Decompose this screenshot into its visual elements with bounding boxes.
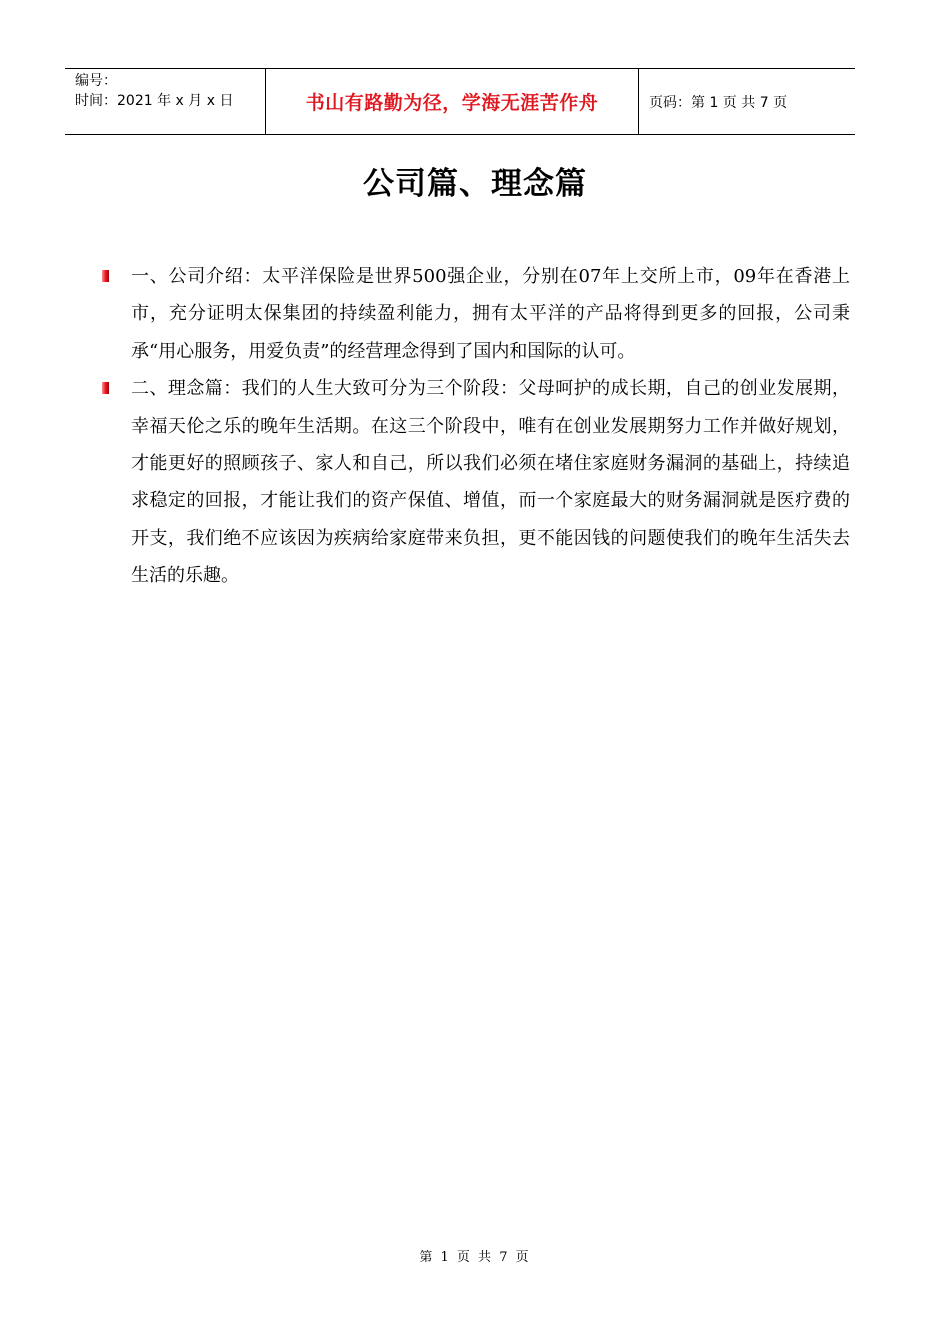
time-label: 时间：2021 年 x 月 x 日	[75, 93, 234, 109]
list-item-company	[100, 258, 850, 370]
document-body	[100, 258, 850, 595]
square-bullet-icon	[102, 382, 109, 394]
number-label: 编号：	[75, 73, 117, 89]
square-bullet-icon	[102, 270, 109, 282]
header-meta-cell	[65, 69, 266, 134]
list-item-text: 二、理念篇：我们的人生大致可分为三个阶段：父母呵护的成长期，自己的创业发展期，幸福天伦之乐的晚年生活期。在这三个阶段中，唯有在创业发展期努力工作并做好规划，才能更好的照顾孩子、家人和自己，所以我们必须在堵住家庭财务漏洞的基础上，持续追求稳定的回报，才能让我们的资产保值、增值，而一个家庭最大的财务漏洞就是医疗费的开支，我们绝不应该因为疾病给家庭带来负担，更不能因钱的问题使我们的晚年生活失去生活的乐趣。	[131, 378, 850, 587]
page-footer: 第 1 页 共 7 页	[419, 1250, 531, 1265]
list-item-philosophy	[100, 370, 850, 594]
header-motto-cell	[266, 69, 639, 134]
header-table	[65, 68, 855, 135]
page-code: 页码：第 1 页 共 7 页	[649, 94, 788, 111]
list-item-text: 一、公司介绍：太平洋保险是世界500强企业，分别在07年上交所上市，09年在香港上市，充分证明太保集团的持续盈利能力，拥有太平洋的产品将得到更多的回报，公司秉承“用心服务，用爱负责”的经营理念得到了国内和国际的认可。	[131, 266, 850, 362]
motto-text: 书山有路勤为径，学海无涯苦作舟	[305, 92, 599, 114]
page-title: 公司篇、理念篇	[363, 166, 587, 202]
header-page-cell	[639, 69, 855, 134]
